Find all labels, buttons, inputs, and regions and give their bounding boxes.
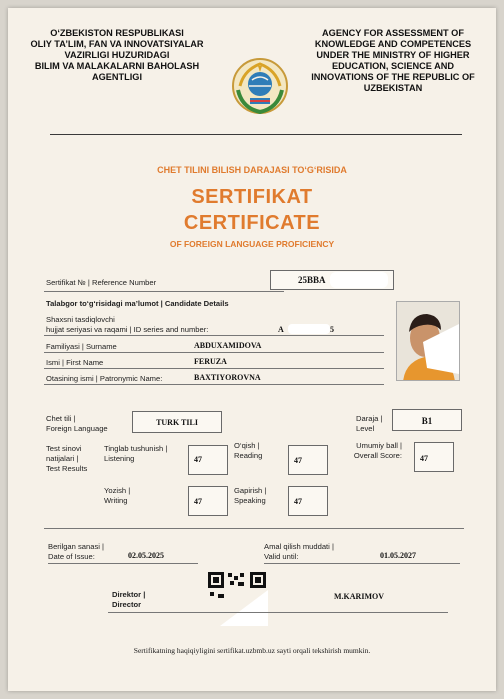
speaking-value: 47	[294, 497, 302, 506]
title-proficiency: OF FOREIGN LANGUAGE PROFICIENCY	[169, 239, 335, 249]
results-divider	[44, 528, 464, 529]
id-label-line2: hujjat seriyasi va raqami | ID series and number:	[46, 325, 209, 334]
director-label-line2: Director	[112, 600, 142, 609]
patronymic-value: BAXTIYOROVNA	[194, 373, 261, 382]
id-redaction-mark	[288, 324, 330, 334]
title-certificate: CERTIFICATE	[183, 212, 321, 234]
state-emblem-icon	[230, 56, 290, 116]
candidate-heading: Talabgor to‘g‘risidagi ma’lumot | Candidate Details	[46, 299, 229, 308]
writing-label-line2: Writing	[104, 496, 128, 505]
director-underline	[108, 612, 448, 613]
verification-note: Sertifikatning haqiqiyligini sertifikat.uzbmb.uz sayti orqali tekshirish mumkin.	[133, 646, 371, 655]
results-label-line3: Test Results	[46, 464, 88, 473]
language-label-line1: Chet tili |	[46, 414, 76, 423]
firstname-label: Ismi | First Name	[46, 358, 104, 367]
listening-label-line2: Listening	[104, 454, 135, 463]
overall-label-line1: Umumiy ball |	[356, 441, 402, 450]
listening-value: 47	[194, 455, 202, 464]
firstname-underline	[44, 368, 384, 369]
firstname-value: FERUZA	[194, 357, 227, 366]
certificate-page	[8, 8, 496, 691]
reading-label-line1: O‘qish |	[234, 441, 260, 450]
level-value: B1	[421, 416, 433, 426]
id-value-tail: 5	[330, 325, 334, 334]
results-label-line2: natijalari |	[46, 454, 79, 463]
results-label-line1: Test sinovi	[46, 444, 82, 453]
header-left-uz: O‘ZBEKISTON RESPUBLIKASI OLIY TA’LIM, FAN VA INNOVATSIYALAR VAZIRLIGI HUZURIDAGI BILIM VA MALAKALARNI BAHOLASH AGENTLIGI	[30, 28, 204, 82]
qr-code-icon	[206, 570, 268, 626]
writing-value: 47	[194, 497, 202, 506]
reference-label: Sertifikat № | Reference Number	[46, 278, 157, 287]
reference-value: 25BBA	[298, 275, 326, 285]
reading-label-line2: Reading	[234, 451, 263, 460]
redaction-mark	[330, 272, 388, 288]
surname-label: Familiyasi | Surname	[46, 342, 117, 351]
level-label-line1: Daraja |	[356, 414, 383, 423]
director-name: M.KARIMOV	[334, 592, 384, 601]
patronymic-underline	[44, 384, 384, 385]
patronymic-label: Otasining ismi | Patronymic Name:	[46, 374, 163, 383]
issue-label-line2: Date of Issue:	[48, 552, 95, 561]
valid-underline	[264, 563, 460, 564]
photo-portrait-icon	[397, 302, 460, 381]
language-label-line2: Foreign Language	[46, 424, 108, 433]
title-sertifikat: SERTIFIKAT	[191, 186, 313, 208]
issue-value: 02.05.2025	[128, 551, 164, 560]
surname-underline	[44, 352, 384, 353]
header-divider	[50, 134, 462, 135]
title-uz: CHET TILINI BILISH DARAJASI TO‘G‘RISIDA	[157, 165, 347, 175]
listening-label-line1: Tinglab tushunish |	[104, 444, 168, 453]
id-label-line1: Shaxsni tasdiqlovchi	[46, 315, 115, 324]
id-underline	[44, 335, 384, 336]
valid-label-line2: Valid until:	[264, 552, 299, 561]
valid-label-line1: Amal qilish muddati |	[264, 542, 334, 551]
reference-underline	[44, 291, 284, 292]
id-value: A	[278, 325, 284, 334]
reading-value: 47	[294, 456, 302, 465]
issue-label-line1: Berilgan sanasi |	[48, 542, 105, 551]
writing-label-line1: Yozish |	[104, 486, 131, 495]
overall-label-line2: Overall Score:	[353, 451, 402, 460]
valid-value: 01.05.2027	[380, 551, 416, 560]
issue-underline	[48, 563, 198, 564]
level-label-line2: Level	[356, 424, 375, 433]
surname-value: ABDUXAMIDOVA	[194, 341, 262, 350]
candidate-photo	[396, 301, 460, 381]
language-value: TURK TILI	[156, 418, 198, 427]
director-label-line1: Direktor |	[112, 590, 146, 599]
header-right-en: AGENCY FOR ASSESSMENT OF KNOWLEDGE AND COMPETENCES UNDER THE MINISTRY OF HIGHER EDUCATION, SCIENCE AND INNOVATIONS OF THE REPUBLIC OF UZBEKISTAN	[311, 28, 475, 93]
speaking-label-line2: Speaking	[234, 496, 266, 505]
overall-value: 47	[420, 454, 428, 463]
speaking-label-line1: Gapirish |	[234, 486, 267, 495]
